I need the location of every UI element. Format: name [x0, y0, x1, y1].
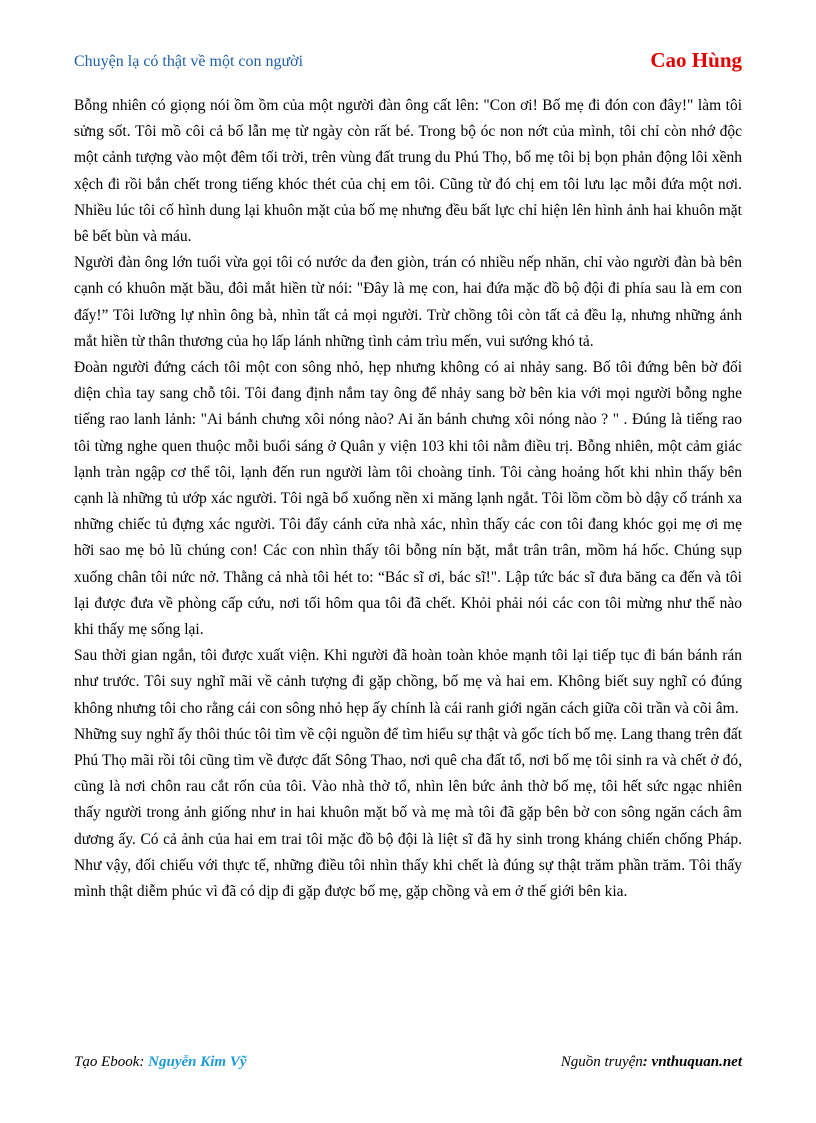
story-body	[74, 93, 742, 905]
paragraph: Những suy nghĩ ấy thôi thúc tôi tìm về cội nguồn để tìm hiểu sự thật và gốc tích bố mẹ. Lang thang trên đất Phú Thọ mãi rồi tôi cũng tìm về được đất Sông Thao, nơi quê cha đất tổ, nơi bố mẹ tôi sinh ra và chết ở đó, cũng là nơi chôn rau cắt rốn của tôi. Vào nhà thờ tổ, nhìn lên bức ảnh thờ bố mẹ, tôi hết sức ngạc nhiên thấy người trong ảnh giống như in hai khuôn mặt bố và mẹ mà tôi đã gặp bên bờ con sông ngăn cách âm dương ấy. Có cả ảnh của hai em trai tôi mặc đồ bộ đội là liệt sĩ đã hy sinh trong kháng chiến chống Pháp. Như vậy, đối chiếu với thực tế, những điều tôi nhìn thấy khi chết là đúng sự thật trăm phần trăm. Tôi thấy mình thật diễm phúc vì đã có dịp đi gặp được bố mẹ, gặp chồng và em ở thế giới bên kia.	[74, 725, 742, 901]
source-label: Nguồn truyện	[560, 1054, 643, 1070]
author-name: Cao Hùng	[650, 48, 742, 72]
paragraph: Đoàn người đứng cách tôi một con sông nhỏ, hẹp nhưng không có ai nhảy sang. Bố tôi đứng bên bờ đối diện chìa tay sang chỗ tôi. Tôi đang định nắm tay ông để nhảy sang bờ bên kia với mọi người bỗng nghe tiếng rao lanh lảnh: "Ai bánh chưng xôi nóng nào? Ai ăn bánh chưng xôi nóng nào ? " . Đúng là tiếng rao tôi từng nghe quen thuộc mỗi buổi sáng ở Quân y viện 103 khi tôi nằm điều trị. Bỗng nhiên, một cảm giác lạnh tràn ngập cơ thể tôi, lạnh đến run người làm tôi choàng tỉnh. Tôi càng hoảng hốt khi nhìn thấy bên cạnh là những tủ ướp xác người. Tôi ngã bổ xuống nền xi măng lạnh ngắt. Tôi lồm cồm bò dậy cố tránh xa những chiếc tủ đựng xác người. Tôi đẩy cánh cửa nhà xác, nhìn thấy các con tôi đang khóc gọi mẹ ơi mẹ hỡi sao mẹ bỏ lũ chúng con! Các con nhìn thấy tôi bỗng nín bặt, mắt trân trân, mồm há hốc. Chúng sụp xuống chân tôi nức nở. Thằng cả nhà tôi hét to: “Bác sĩ ơi, bác sĩ!". Lập tức bác sĩ đưa băng ca đến và tôi lại được đưa về phòng cấp cứu, nơi tối hôm qua tôi đã chết. Khỏi phải nói các con tôi mừng như thế nào khi thấy mẹ sống lại.	[74, 359, 742, 639]
page-footer	[74, 1054, 742, 1078]
paragraph: Bỗng nhiên có giọng nói ồm ồm của một người đàn ông cất lên: "Con ơi! Bố mẹ đi đón con đây!" làm tôi sửng sốt. Tôi mồ côi cả bố lẫn mẹ từ ngày còn rất bé. Trong bộ óc non nớt của mình, tôi chỉ còn nhớ độc một cảnh tượng vào một đêm tối trời, trên vùng đất trung du Phú Thọ, bố mẹ tôi bị bọn phản động lôi xềnh xệch đi rồi bắn chết trong tiếng khóc thét của chị em tôi. Cũng từ đó chị em tôi lưu lạc mỗi đứa một nơi. Nhiều lúc tôi cố hình dung lại khuôn mặt của bố mẹ nhưng đều bất lực chỉ hiện lên hình ảnh hai khuôn mặt bê bết bùn và máu.	[74, 97, 742, 246]
page-header	[74, 48, 742, 76]
creator-colon: :	[139, 1054, 149, 1070]
creator-name: Nguyễn Kim Vỹ	[148, 1054, 247, 1070]
story-title: Chuyện lạ có thật về một con người	[74, 53, 304, 70]
source-site: vnthuquan.net	[651, 1054, 742, 1070]
paragraph: Sau thời gian ngắn, tôi được xuất viện. Khi người đã hoàn toàn khỏe mạnh tôi lại tiếp tục đi bán bánh rán như trước. Tôi suy nghĩ mãi về cảnh tượng đi gặp chồng, bố mẹ và hai em. Không biết suy nghĩ có đúng không nhưng tôi cho rằng cái con sông nhỏ hẹp ấy chính là cái ranh giới ngăn cách giữa cõi trần và cõi âm.	[74, 647, 742, 717]
source-colon: :	[642, 1054, 652, 1070]
creator-label: Tạo Ebook	[74, 1054, 140, 1070]
source-credit	[561, 1054, 742, 1071]
paragraph: Người đàn ông lớn tuổi vừa gọi tôi có nước da đen giòn, trán có nhiều nếp nhăn, chỉ vào người đàn bà bên cạnh có khuôn mặt bầu, đôi mắt hiền từ nói: "Đây là mẹ con, hai đứa mặc đồ bộ đội đi phía sau là em con đấy!” Tôi lưỡng lự nhìn ông bà, nhìn tất cả mọi người. Trừ chồng tôi còn tất cả đều lạ, nhưng những ánh mắt hiền từ thân thương của họ lấp lánh những tình cảm trìu mến, vui sướng khó tả.	[74, 254, 742, 350]
ebook-credit	[74, 1054, 247, 1071]
